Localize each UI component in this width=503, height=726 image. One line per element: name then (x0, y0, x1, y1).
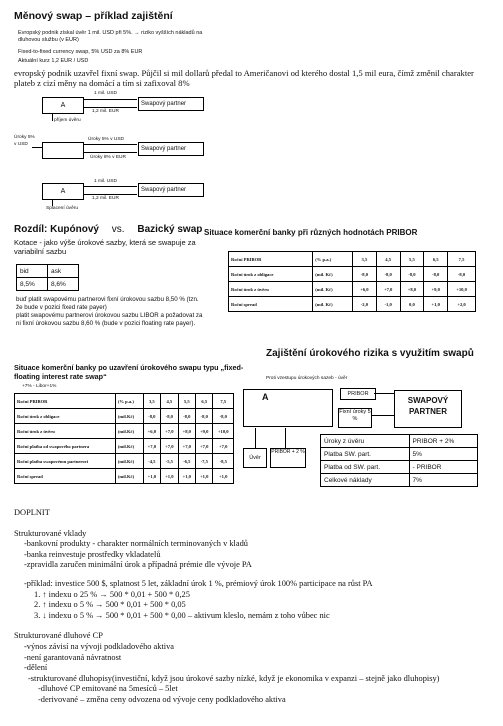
table-cell: Roční platba swapovému partnerovi (15, 454, 116, 469)
notes-heading-2: Strukturované dluhové CP (14, 631, 103, 641)
table-cell: (% p.a.) (313, 252, 353, 267)
arrow-line (83, 186, 137, 187)
notes-line: -strukturované dluhopisy(investiční, když jsou úrokové sazby nízké, když je ekonomika v expanzi – stejně jako dluhopisy) (28, 673, 440, 683)
table-cell: +7,0 (161, 424, 178, 439)
table-cell: -8,0 (161, 409, 178, 424)
notes-section (14, 508, 494, 706)
partner-box: Swapový partner (138, 97, 204, 111)
table-cell: 7,5 (448, 252, 476, 267)
table-cell: (% p.a.) (115, 394, 143, 409)
table-cell: Platba SW. part. (321, 448, 410, 461)
table-cell: +6,0 (353, 282, 377, 297)
bid-ask-table: bid ask 8,5% 8,6% (16, 264, 79, 291)
partner-box-2: Swapový partner (138, 142, 204, 156)
table-cell: +7,0 (161, 439, 178, 454)
table-cell: 6,5 (424, 252, 448, 267)
table-cell: -8,0 (196, 409, 213, 424)
table-cell: (mil.Kč) (115, 439, 143, 454)
table-cell: -7,5 (196, 454, 213, 469)
arrow-line (83, 107, 137, 108)
notes-line: -není garantovaná návratnost (24, 652, 122, 662)
arrow-line (83, 99, 137, 100)
table-cell: - PRIBOR (409, 461, 477, 474)
table-row (321, 474, 478, 487)
notes-line: -banka reinvestuje prostředky vkladatelů (24, 549, 161, 559)
notes-line: -dělení (24, 663, 48, 673)
arrow-line (371, 415, 394, 416)
table-cell: 5,5 (178, 394, 195, 409)
table-cell: (mil.Kč) (115, 409, 143, 424)
table-cell: +1,0 (143, 469, 160, 484)
table-cell: Roční úrok z úvěru (15, 424, 116, 439)
notes-line: -derivované – změna ceny odvozena od vývoje ceny podkladového aktiva (38, 694, 286, 704)
table-cell: +10,0 (213, 424, 234, 439)
table-cell: +9,0 (424, 282, 448, 297)
table-cell: 4,5 (161, 394, 178, 409)
table-cell: +7,0 (143, 439, 160, 454)
diag3-bottom-label: 1,2 mil. EUR (92, 196, 119, 201)
table-cell: +9,0 (196, 424, 213, 439)
table-cell: -8,0 (400, 267, 424, 282)
hedge-title: Zajištění úrokového rizika s využitím swapů (266, 348, 474, 359)
table-cell: 0,0 (400, 297, 424, 312)
hedge-pribor-box: PRIBOR (340, 388, 376, 400)
notes-example-3: 3. ↓ indexu o 5 % → 500 * 0,01 + 500 * 0,00 – aktivum kleslo, nemám z toho vůbec nic (34, 610, 330, 620)
coupon-heading: Rozdíl: Kupónový vs. Bazický swap (14, 224, 203, 235)
table-cell: +7,0 (196, 439, 213, 454)
bank2-title: Situace komerční banky po uzavření úrokového swapu typu „fixed-floating interest rate swap“ (14, 363, 244, 381)
table-cell: PRIBOR + 2% (409, 435, 477, 448)
diag1-bottom-label: 1,2 mil. EUR (92, 109, 119, 114)
table-cell: 3,5 (353, 252, 377, 267)
table-row (15, 424, 234, 439)
arrow-line (285, 428, 286, 448)
table-cell: -8,0 (353, 267, 377, 282)
table-row (15, 394, 234, 409)
bank1-title: Situace komerční banky při různých hodnotách PRIBOR (204, 228, 418, 237)
bank2-sub: +7% - Libor+1% (22, 384, 57, 389)
notes-example-1: 1. ↑ indexu o 25 % → 500 * 0,01 + 500 * 0,25 (34, 589, 190, 599)
table-cell: +7,0 (178, 439, 195, 454)
table-row (229, 282, 476, 297)
table-row (229, 267, 476, 282)
table-cell: Roční úrok z úvěru (229, 282, 313, 297)
table-cell: +8,0 (178, 424, 195, 439)
table-cell: 7% (409, 474, 477, 487)
table-cell: +7,0 (213, 439, 234, 454)
diag3-repay-label: Splacení úvěru (46, 206, 78, 211)
hedge-fixed-box: Fixní úroky 5 % (338, 408, 372, 428)
arrow-line (32, 147, 42, 148)
arrow-line (83, 194, 137, 195)
table-cell: (mil. Kč) (313, 282, 353, 297)
table-cell: -8,0 (376, 267, 400, 282)
party-a-box-2 (42, 142, 84, 159)
slide-bullets (18, 30, 208, 65)
coupon-notes: buď platit swapovému partnerovi fixní úrokovou sazbu 8,50 % (tzn. že bude v pozici fixed rate payer) platit swapovému partnerovi úrokovou sazbu LIBOR a požadovat za ni fixní úrokovou sazbu 8,60 % (bude v pozici floating rate payer). (16, 296, 203, 327)
table-cell: Úroky z úvěru (321, 435, 410, 448)
table-cell: +1,0 (196, 469, 213, 484)
arrow-line (83, 152, 137, 153)
table-row (229, 252, 476, 267)
table-cell: 6,5 (196, 394, 213, 409)
table-cell: +1,0 (424, 297, 448, 312)
table-cell: Roční spread (229, 297, 313, 312)
table-cell: +6,0 (143, 424, 160, 439)
hedge-a-box: A (243, 389, 333, 427)
table-cell: +8,0 (400, 282, 424, 297)
table-cell: Roční PRIBOR (229, 252, 313, 267)
overlay-note: evropský podnik uzavřel fixní swap. Půjčil si mil dollarů předal to Američanovi od kterého dostal 1,5 mil eura, čímž změnil charakter plateb z cizí měny na domácí a tím si zafixoval 8% (14, 68, 474, 88)
diag2-left-label: Úroky 5% v USD (14, 135, 35, 147)
table-cell: (mil. Kč) (313, 267, 353, 282)
diag2-top-label: Úroky 5% v USD (88, 137, 124, 142)
table-cell: Roční úrok z obligace (15, 409, 116, 424)
table-cell: +10,0 (448, 282, 476, 297)
notes-heading-1: Strukturované vklady (14, 528, 87, 538)
table-cell: Platba od SW. part. (321, 461, 410, 474)
table-row (15, 409, 234, 424)
table-cell: Celkové náklady (321, 474, 410, 487)
table-cell: +1,0 (178, 469, 195, 484)
table-cell: (mil.Kč) (115, 424, 143, 439)
notes-doplnit: DOPLNIT (14, 508, 50, 517)
bank1-table (228, 251, 476, 312)
arrow-line (52, 113, 53, 121)
table-cell: Roční spread (15, 469, 116, 484)
table-cell: -8,0 (213, 409, 234, 424)
table-row (321, 435, 478, 448)
notes-line: -bankovní produkty - charakter normálních terminovaných v kladů (24, 539, 248, 549)
slide-title: Měnový swap – příklad zajištění (14, 10, 173, 22)
table-cell: +1,0 (161, 469, 178, 484)
bullet-3: Aktuální kurz 1,2 EUR / USD (18, 58, 89, 64)
table-row (321, 461, 478, 474)
table-cell: -8,0 (178, 409, 195, 424)
partner-box-3: Swapový partner (138, 183, 204, 197)
notes-line: -zpravidla zaručen minimální úrok a případná prémie dle vývoje PA (24, 560, 252, 570)
party-a-box-3: A (42, 183, 84, 200)
bullet-2: Fixed-to-fixed currency swap, 5% USD za 8% EUR (18, 49, 143, 55)
notes-example: -příklad: investice 500 $, splatnost 5 let, základní úrok 1 %, prémiový úrok 100% participace na růst PA (24, 578, 373, 588)
hedge-sub: Proti vzestupu úrokových sazeb - úvěr (266, 376, 348, 381)
table-cell: -8,0 (448, 267, 476, 282)
table-cell: Roční PRIBOR (15, 394, 116, 409)
table-row (229, 297, 476, 312)
bank2-table (14, 393, 234, 484)
table-cell: -8,0 (424, 267, 448, 282)
table-cell: 4,5 (376, 252, 400, 267)
arrow-line (52, 199, 53, 206)
table-cell: -8,0 (143, 409, 160, 424)
arrow-line (255, 428, 256, 448)
party-a-box: A (42, 97, 84, 114)
diag2-bottom-label: Úroky 8% v EUR (90, 155, 126, 160)
table-cell: 5,5 (400, 252, 424, 267)
diag3-top-label: 1 mil. USD (94, 179, 117, 184)
diag1-recv-label: příjem úvěru (54, 118, 81, 123)
table-cell: (mil. Kč) (313, 297, 353, 312)
table-cell: +2,0 (448, 297, 476, 312)
table-row (15, 454, 234, 469)
hedge-partner-box: SWAPOVÝ PARTNER (394, 390, 462, 428)
hedge-pribor2-box: PRIBOR + 2 % (270, 448, 306, 468)
arrow-line (83, 144, 137, 145)
table-cell: -1,0 (376, 297, 400, 312)
table-cell: -6,5 (178, 454, 195, 469)
table-row (15, 469, 234, 484)
notes-example-2: 2. ↑ indexu o 5 % → 500 * 0,01 + 500 * 0,05 (34, 600, 186, 610)
table-cell: Roční platba od swapového partnera (15, 439, 116, 454)
coupon-subtitle: Kotace - jako výše úrokové sazby, která se swapuje za variabilní sazbu (14, 238, 196, 256)
bullet-1: Evropský podnik získal úvěr 1 mil. USD při 5%. → riziko vyšších nákladů na dluhovou službu (v EUR) (18, 30, 203, 43)
table-cell: -5,5 (161, 454, 178, 469)
table-cell: +7,0 (376, 282, 400, 297)
table-cell: (mil.Kč) (115, 454, 143, 469)
table-row (321, 448, 478, 461)
table-cell: 3,5 (143, 394, 160, 409)
hedge-cost-table (320, 434, 478, 487)
table-cell: -4,5 (143, 454, 160, 469)
arrow-line (374, 393, 394, 394)
table-cell: -2,0 (353, 297, 377, 312)
notes-line: -výnos závisí na vývoji podkladového aktiva (24, 641, 175, 651)
table-cell: Roční úrok z obligace (229, 267, 313, 282)
table-cell: (mil.Kč) (115, 469, 143, 484)
table-cell: +1,0 (213, 469, 234, 484)
diag1-top-label: 1 mil. USD (94, 91, 117, 96)
table-cell: 7,5 (213, 394, 234, 409)
notes-line: -dluhové CP emitované na 5mesíců – 5let (38, 684, 178, 694)
table-cell: -8,5 (213, 454, 234, 469)
hedge-uver-box: Úvěr (243, 448, 267, 468)
table-cell: 5% (409, 448, 477, 461)
table-row (15, 439, 234, 454)
